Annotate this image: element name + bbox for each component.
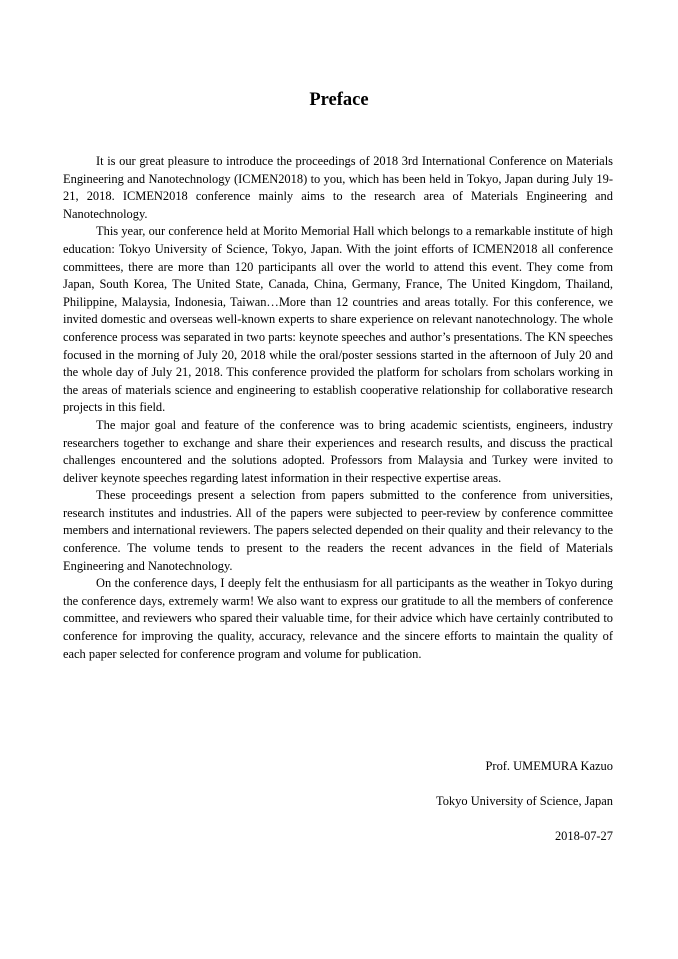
paragraph-intro: It is our great pleasure to introduce the proceedings of 2018 3rd International Conference on Materials Engineering and Nanotechnology (ICMEN2018) to you, which has been held in Tokyo, Japan during July 19-21, 2018. ICMEN2018 conference mainly aims to the research area of Materials Engineering and Nanotechnology. — [63, 154, 613, 221]
signature-affiliation: Tokyo University of Science, Japan — [435, 794, 613, 808]
paragraph-proceedings: These proceedings present a selection from papers submitted to the conference from universities, research institutes and industries. All of the papers were subjected to peer-review by conference committee members and international reviewers. The papers selected depended on their quality and their relevancy to the conference. The volume tends to present to the readers the recent advances in the field of Materials Engineering and Nanotechnology. — [63, 488, 613, 573]
paragraph-goal: The major goal and feature of the conference was to bring academic scientists, engineers, industry researchers together to exchange and share their experiences and research results, and discuss the practical challenges encountered and the solutions adopted. Professors from Malaysia and Turkey were invited to deliver keynote speeches regarding latest information in their respective expertise areas. — [63, 417, 613, 485]
preface-body — [63, 153, 613, 663]
signature-date: 2018-07-27 — [554, 829, 613, 843]
paragraph-gratitude: On the conference days, I deeply felt the enthusiasm for all participants as the weather in Tokyo during the conference days, extremely warm! We also want to express our gratitude to all the members of conference committee, and reviewers who spared their valuable time, for their advice which have certainly contributed to conference for improving the quality, accuracy, relevance and the sincere efforts to maintain the quality of each paper selected for conference program and volume for publication. — [63, 576, 613, 661]
page-title: Preface — [309, 90, 369, 110]
paragraph-venue: This year, our conference held at Morito Memorial Hall which belongs to a remarkable institute of high education: Tokyo University of Science, Tokyo, Japan. With the joint efforts of ICMEN2018 all conference committees, there are more than 120 participants all over the world to attend this event. They come from Japan, South Korea, The United State, Canada, China, Germany, France, The United Kingdom, Thailand, Philippine, Malaysia, Indonesia, Taiwan…More than 12 countries and areas totally. For this conference, we invited domestic and overseas well-known experts to share experience on relevant nanotechnology. The whole conference process was separated in two parts: keynote speeches and author’s presentations. The KN speeches focused in the morning of July 20, 2018 while the oral/poster sessions started in the afternoon of July 20 and the whole day of July 21, 2018. This conference provided the platform for scholars from scholars working in the areas of materials science and engineering to establish cooperative relationship for collaborative research projects in this field. — [63, 224, 613, 415]
signature-name: Prof. UMEMURA Kazuo — [485, 759, 613, 773]
